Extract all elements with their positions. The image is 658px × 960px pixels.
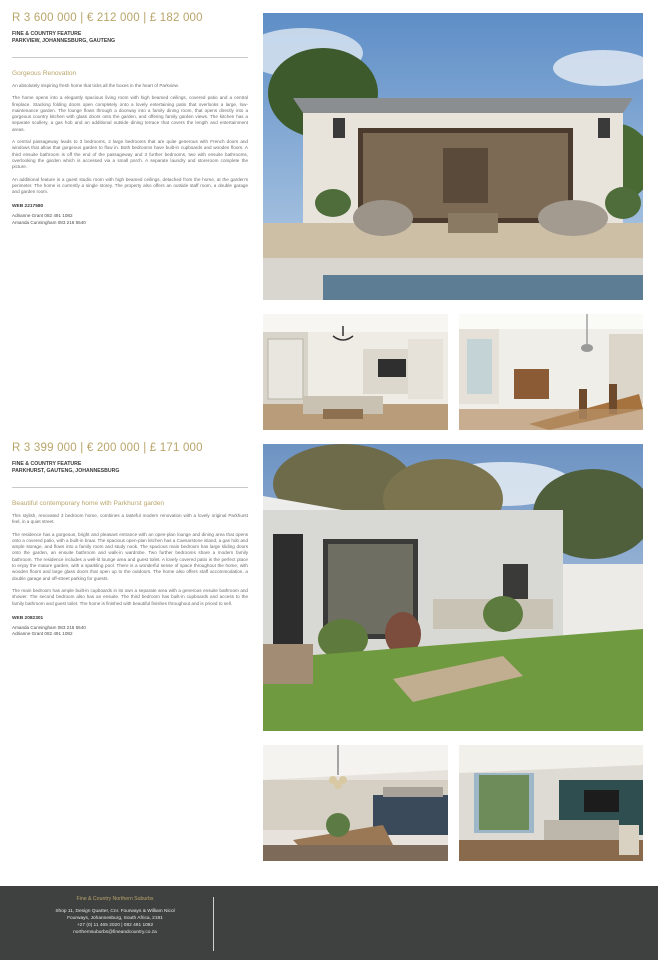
footer <box>0 886 658 960</box>
office-contact <box>30 896 200 936</box>
divider <box>12 57 248 58</box>
office-name: Fine & Country Northern Suburbs <box>76 896 154 902</box>
office-address-line: Fourways, Johannesburg, South Africa, 2191 <box>67 916 163 921</box>
paragraph: A central passageway leads to 3 bedrooms, 2 large bedrooms that are quite generous with French doors and windows that allow that gorgeous garden to flow in. Both bedrooms have built-in cupboards and wooden floors. A third ensuite bathroom is off the end of the passageway and 3 further bedrooms, two with ensuite bathrooms, overlooking the garden which is accessed via a small porch. A separate laundry and storeroom complete the picture. <box>12 139 248 170</box>
listing-location: PARKHURST, GAUTENG, JOHANNESBURG <box>12 468 120 474</box>
listing-headline: Beautiful contemporary home with Parkhurst garden <box>12 500 165 507</box>
listing-body <box>12 513 248 607</box>
dining-room-photo <box>459 314 643 430</box>
web-reference[interactable]: WEB 2217580 <box>12 204 44 210</box>
listing-agency: FINE & COUNTRY FEATURE <box>12 31 82 37</box>
agent-contact[interactable]: Amanda Cunningham 083 216 5540 <box>12 624 86 630</box>
paragraph: The residence has a gorgeous, bright and pleasant entrance with an open-plan lounge and dining area that opens onto a covered patio, with a built-in braai. The spacious open-plan kitchen has a Caesarstone island, a gas hob and ample storage, and flows into a family room and study nook. The spacious main bedroom has large sliding doors onto the garden, an ensuite bathroom and walk-in wardrobe. Two further bedrooms share a modern family bathroom. The residence includes a well-lit lounge area and guest toilet. A lovely covered patio is the perfect place to enjoy the mature garden, with a sparkling pool. There is a wonderful sense of space throughout the home, with wooden floors and large glass doors that open up to the outdoors. The home also offers staff accommodation, a double garage and off-street parking for guests. <box>12 531 248 581</box>
listing-price: R 3 600 000 | € 212 000 | £ 182 000 <box>12 12 203 24</box>
agent-contact[interactable]: Amanda Cunningham 083 216 5540 <box>12 219 86 225</box>
dining-chandelier-photo <box>263 745 448 861</box>
agent-contact[interactable]: Adrianne Grant 082 491 1082 <box>12 213 73 219</box>
listing-headline: Gorgeous Renovation <box>12 70 77 77</box>
listing-location: PARKVIEW, JOHANNESBURG, GAUTENG <box>12 38 116 44</box>
agent-contacts <box>12 213 248 226</box>
patio-pool-photo <box>263 13 643 300</box>
listing-agency: FINE & COUNTRY FEATURE <box>12 461 82 467</box>
footer-divider <box>213 897 214 951</box>
agent-contacts <box>12 625 248 638</box>
office-email[interactable]: northernsuburbs@fineandcountry.co.za <box>73 930 157 935</box>
agent-contact[interactable]: Adrianne Grant 082 491 1082 <box>12 631 73 637</box>
living-room-photo <box>263 314 448 430</box>
lounge-photo <box>459 745 643 861</box>
listing-price: R 3 399 000 | € 200 000 | £ 171 000 <box>12 442 203 454</box>
web-reference[interactable]: WEB 2082301 <box>12 615 44 621</box>
office-phone[interactable]: +27 (0) 11 465 2020 | 082 491 1082 <box>76 923 154 928</box>
listing-1 <box>12 12 248 226</box>
listing-body <box>12 83 248 195</box>
office-address-line: Shop 11, Design Quarter, Cnr. Fourways & William Nicol <box>55 909 175 914</box>
paragraph: This stylish, renovated 3 bedroom home, combines a tasteful modern renovation with a lovely original Parkhurst feel, in a quiet street. <box>12 513 248 525</box>
paragraph: The home opens into a elegantly spacious living room with high beamed ceilings, covered patio and a central fireplace. Stacking folding doors open completely onto a lovely entertaining patio that overlooks a large, low-maintenance garden. The lounge flows through a doorway into a family dining room, that opens directly into a gorgeous country kitchen with glass doors onto the garden, and offering family garden views. The kitchen has a separate scullery, a gas hob and an additional outside dining terrace that covers the length and entertainment areas. <box>12 95 248 132</box>
paragraph: An additional feature is a guest studio room with high beamed ceilings, detached from the home, at the garden's perimeter. The home is currently a single storey. The property also offers an outside staff room, a double garage and garden room. <box>12 176 248 195</box>
listing-2 <box>12 442 248 638</box>
paragraph: The main bedroom has ample built-in cupboards in its own a separate area with a generous ensuite bathroom and shower. The second bedroom also has an ensuite. The third bedroom has built-in cupboards and access to the family bathroom and guest toilet. The home is finished with beautiful finishes throughout and is priced to sell. <box>12 587 248 606</box>
paragraph: An absolutely inspiring fresh home that ticks all the boxes in the heart of Parkview. <box>12 83 179 88</box>
divider <box>12 487 248 488</box>
house-garden-photo <box>263 444 643 731</box>
